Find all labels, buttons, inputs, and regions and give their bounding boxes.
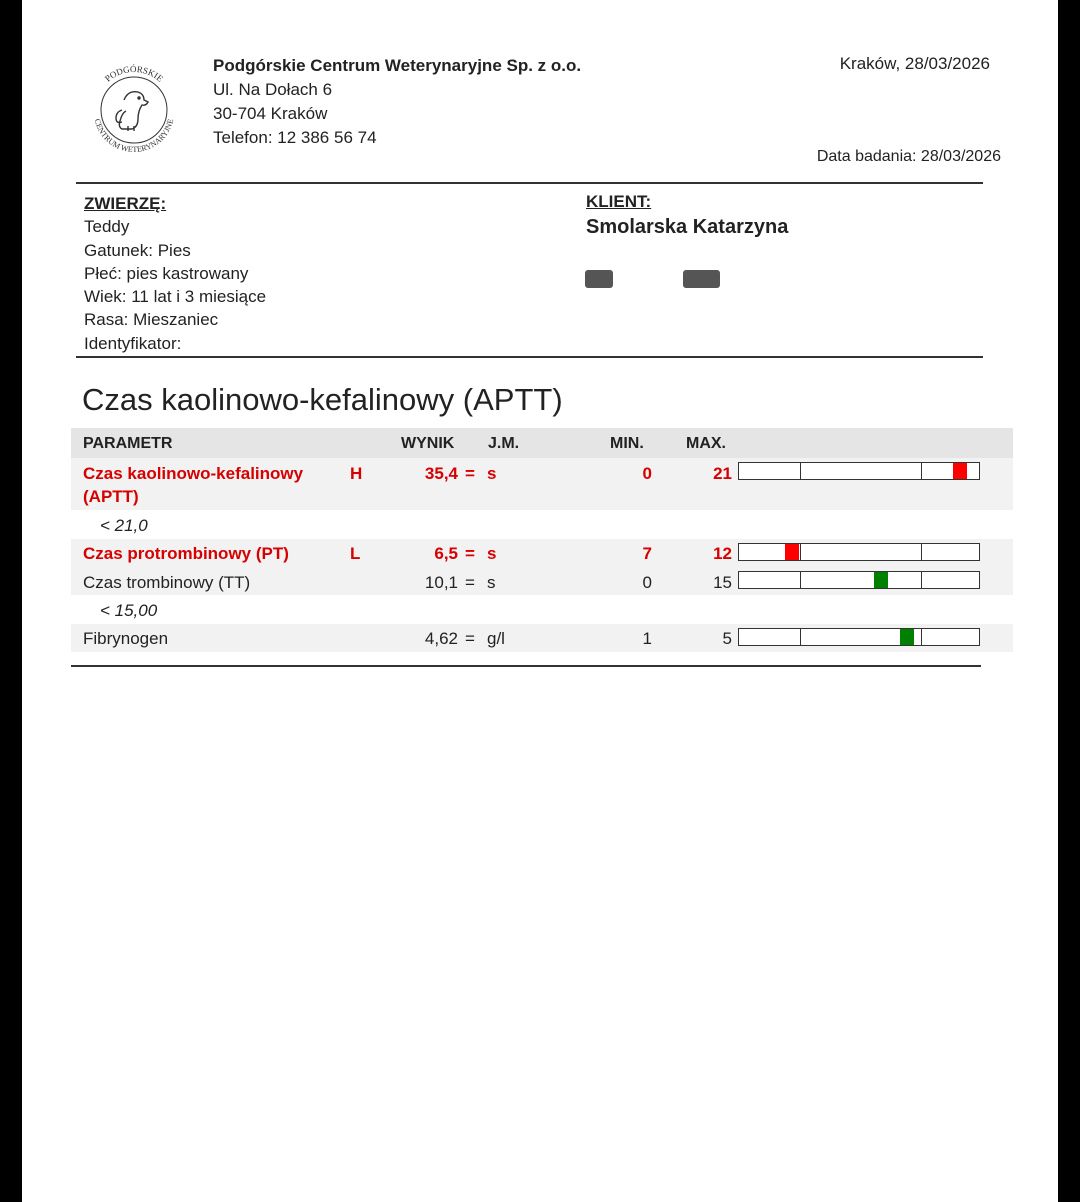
client-label: KLIENT:	[586, 192, 652, 211]
equals-sign: =	[465, 464, 475, 483]
animal-identifier: Identyfikator:	[84, 333, 182, 353]
result-unit: s	[487, 544, 497, 563]
result-unit: s	[487, 464, 497, 483]
bar-divider	[921, 629, 922, 645]
svg-text:CENTRUM WETERYNARYJNE: CENTRUM WETERYNARYJNE	[92, 117, 176, 155]
range-max: 15	[713, 573, 732, 592]
animal-name: Teddy	[84, 217, 130, 237]
client-name: Smolarska Katarzyna	[586, 216, 789, 238]
report-page	[22, 0, 1058, 1202]
flag-low: L	[350, 544, 361, 563]
reference-note: < 15,00	[100, 601, 158, 620]
animal-info	[84, 192, 266, 355]
range-bar	[738, 543, 980, 561]
result-marker	[785, 544, 799, 560]
flag-high: H	[350, 464, 363, 483]
animal-age: Wiek: 11 lat i 3 miesiące	[84, 287, 267, 307]
range-bar	[738, 462, 980, 480]
bar-divider	[800, 544, 801, 560]
result-value: 6,5	[434, 544, 458, 563]
param-name: Czas kaolinowo-kefalinowy	[83, 464, 304, 483]
result-unit: g/l	[487, 629, 505, 648]
animal-breed: Rasa: Mieszaniec	[84, 310, 219, 330]
result-value: 10,1	[424, 573, 458, 592]
animal-label: ZWIERZĘ:	[84, 194, 167, 213]
equals-sign: =	[465, 573, 475, 592]
divider-bottom	[71, 665, 981, 667]
bar-divider	[921, 463, 922, 479]
param-name-line2: (APTT)	[83, 487, 139, 506]
range-min: 0	[642, 573, 652, 592]
equals-sign: =	[465, 544, 475, 563]
reference-note: < 21,0	[100, 516, 148, 535]
divider-top	[76, 182, 983, 184]
range-bar	[738, 628, 980, 646]
result-value: 35,4	[424, 464, 458, 483]
param-name: Czas protrombinowy (PT)	[83, 544, 289, 563]
result-unit: s	[487, 573, 496, 592]
param-name: Czas trombinowy (TT)	[83, 573, 251, 592]
header-parameter: PARAMETR	[83, 435, 173, 452]
animal-sex: Płeć: pies kastrowany	[84, 263, 249, 283]
clinic-name: Podgórskie Centrum Weterynaryjne Sp. z o.o.	[213, 56, 582, 75]
svg-text:PODGÓRSKIE: PODGÓRSKIE	[102, 63, 166, 84]
client-info	[586, 192, 788, 239]
result-marker	[874, 572, 888, 588]
range-max: 21	[713, 464, 732, 483]
clinic-logo	[84, 60, 184, 160]
bar-divider	[921, 544, 922, 560]
header-unit: J.M.	[488, 435, 520, 452]
place-date: Kraków, 28/03/2026	[839, 54, 990, 73]
clinic-street: Ul. Na Dołach 6	[213, 80, 333, 99]
range-min: 7	[642, 544, 652, 563]
header-result: WYNIK	[401, 435, 455, 452]
param-name: Fibrynogen	[83, 629, 169, 648]
header-min: MIN.	[610, 435, 644, 452]
range-min: 1	[642, 629, 652, 648]
divider-middle	[76, 356, 983, 358]
result-marker	[953, 463, 967, 479]
table-header	[71, 428, 1013, 458]
exam-date: Data badania: 28/03/2026	[816, 148, 1001, 165]
range-max: 5	[722, 629, 732, 648]
result-marker	[900, 629, 914, 645]
redacted-block	[683, 270, 720, 288]
clinic-info	[213, 54, 581, 150]
clinic-city: 30-704 Kraków	[213, 104, 328, 123]
bar-divider	[800, 463, 801, 479]
bar-divider	[800, 629, 801, 645]
animal-species: Gatunek: Pies	[84, 240, 191, 260]
redacted-block	[585, 270, 613, 288]
result-value: 4,62	[424, 629, 458, 648]
bar-divider	[921, 572, 922, 588]
bar-divider	[800, 572, 801, 588]
equals-sign: =	[465, 629, 475, 648]
header-max: MAX.	[686, 435, 726, 452]
range-bar	[738, 571, 980, 589]
clinic-phone: Telefon: 12 386 56 74	[213, 128, 377, 147]
range-min: 0	[642, 464, 652, 483]
test-title: Czas kaolinowo-kefalinowy (APTT)	[82, 382, 563, 417]
range-max: 12	[713, 544, 732, 563]
